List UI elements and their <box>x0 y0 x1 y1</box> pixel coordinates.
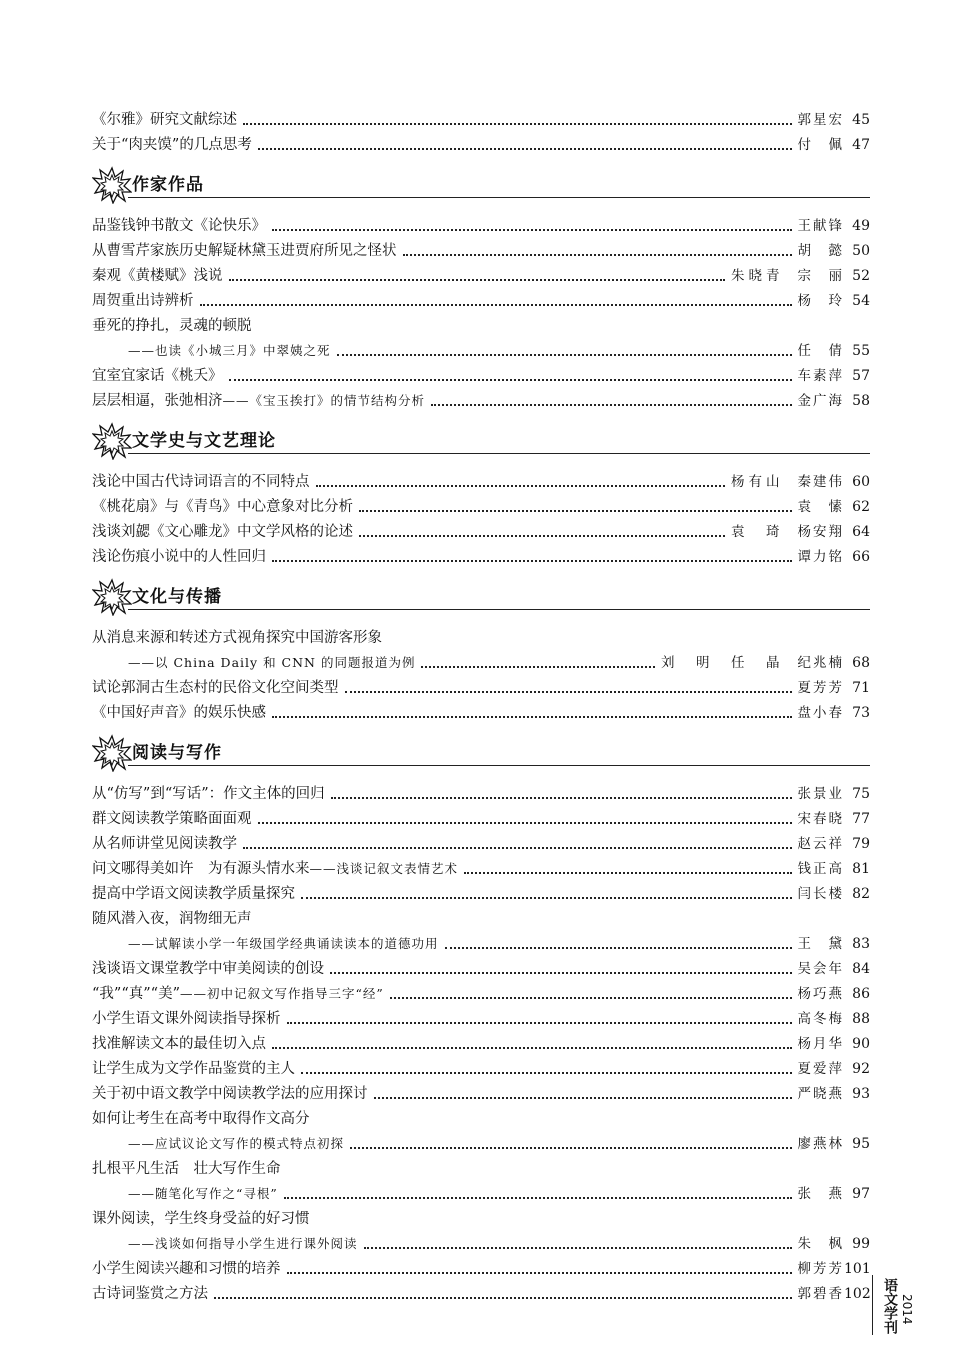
entry-page-number: 75 <box>852 786 870 802</box>
entry-title: 找准解读文本的最佳切入点 <box>92 1036 266 1052</box>
entry-author: 宗 丽 <box>797 268 844 284</box>
entry-page-number: 101 <box>844 1261 871 1277</box>
dot-leader <box>464 872 791 874</box>
toc-entry <box>92 1032 870 1057</box>
entry-title-group <box>92 1107 310 1132</box>
entry-page-number: 50 <box>852 243 870 259</box>
entry-title: 宜室宜家话《桃夭》 <box>92 368 223 384</box>
entry-title-group <box>92 1007 281 1032</box>
entry-page-number: 62 <box>852 499 870 515</box>
entry-title-group <box>92 701 266 726</box>
dot-leader <box>258 822 792 824</box>
dot-leader <box>287 1272 792 1274</box>
entry-title-group <box>128 1231 358 1257</box>
entry-title: 关于初中语文教学中阅读教学法的应用探讨 <box>92 1086 368 1102</box>
starburst-icon <box>92 578 132 616</box>
entry-title-group <box>92 214 266 239</box>
toc-entry <box>92 832 870 857</box>
entry-title: 扎根平凡生活 壮大写作生命 <box>92 1161 281 1177</box>
entry-title: 浅论伤痕小说中的人性回归 <box>92 549 266 565</box>
entry-page-number: 88 <box>852 1011 870 1027</box>
entry-author: 宋春晓 <box>797 811 844 827</box>
journal-year: 2014 <box>900 1294 914 1325</box>
entry-title: 关于“肉夹馍”的几点思考 <box>92 137 252 153</box>
toc-entry <box>92 1132 870 1157</box>
dot-leader <box>287 1022 792 1024</box>
entry-author: 闫长楼 <box>797 886 844 902</box>
entry-title: 随风潜入夜，润物细无声 <box>92 911 252 927</box>
dot-leader <box>301 1072 792 1074</box>
dot-leader <box>272 560 792 562</box>
entry-title: 《尔雅》研究文献综述 <box>92 112 237 128</box>
journal-name: 语文学刊 <box>882 1278 898 1334</box>
dot-leader <box>345 691 792 693</box>
entry-title: 浅论中国古代诗词语言的不同特点 <box>92 474 310 490</box>
entry-page-number: 95 <box>852 1136 870 1152</box>
entry-page-number: 54 <box>852 293 870 309</box>
entry-author: 车素萍 <box>797 368 844 384</box>
entry-title: 周贺重出诗辨析 <box>92 293 194 309</box>
dot-leader <box>364 1247 792 1249</box>
toc-entry <box>92 108 870 133</box>
entry-title: 小学生阅读兴趣和习惯的培养 <box>92 1261 281 1277</box>
entry-title-group <box>92 832 237 857</box>
entry-page-number: 83 <box>852 936 870 952</box>
toc-entry <box>92 364 870 389</box>
entry-subtitle: ——随笔化写作之“寻根” <box>128 1186 278 1201</box>
entry-subtitle: ——《宝玉挨打》的情节结构分析 <box>222 393 426 408</box>
entry-title: 垂死的挣扎，灵魂的顿脱 <box>92 318 252 334</box>
dot-leader <box>243 123 792 125</box>
entry-title: 小学生语文课外阅读指导探析 <box>92 1011 281 1027</box>
table-of-contents <box>92 108 870 1307</box>
toc-entry <box>92 389 870 414</box>
entry-author: 郭碧香 <box>797 1286 844 1302</box>
starburst-icon <box>92 734 132 772</box>
toc-entry <box>92 1232 870 1257</box>
entry-author: 金广海 <box>797 393 844 409</box>
entry-title: 层层相逼，张弛相济 <box>92 393 223 409</box>
dot-leader <box>390 997 792 999</box>
entry-title-group <box>92 907 252 932</box>
dot-leader <box>316 485 726 487</box>
entry-author: 袁 愫 <box>797 499 844 515</box>
dot-leader <box>258 148 792 150</box>
entry-title-group <box>92 1082 368 1107</box>
entry-title: 试论郭洞古生态村的民俗文化空间类型 <box>92 680 339 696</box>
entry-title-group <box>128 1131 344 1157</box>
entry-title-group <box>92 264 223 289</box>
entry-page-number: 84 <box>852 961 870 977</box>
dot-leader <box>359 535 725 537</box>
entry-title-group <box>92 981 384 1007</box>
toc-entry <box>92 957 870 982</box>
entry-author: 赵云祥 <box>797 836 844 852</box>
entry-page-number: 47 <box>852 137 870 153</box>
dot-leader <box>350 1147 791 1149</box>
toc-entry <box>92 907 870 932</box>
entry-author: 廖燕林 <box>797 1136 844 1152</box>
entry-title-group <box>92 289 194 314</box>
entry-author: 谭力铭 <box>797 549 844 565</box>
entry-title: 如何让考生在高考中取得作文高分 <box>92 1111 310 1127</box>
entry-author: 钱正高 <box>797 861 844 877</box>
entry-page-number: 93 <box>852 1086 870 1102</box>
dot-leader <box>243 847 792 849</box>
dot-leader <box>272 716 792 718</box>
dot-leader <box>214 1297 792 1299</box>
toc-entry <box>92 339 870 364</box>
entry-title-group <box>92 1282 208 1307</box>
entry-page-number: 71 <box>852 680 870 696</box>
entry-title-group <box>92 364 223 389</box>
entry-author: 纪兆楠 <box>797 655 844 671</box>
entry-page-number: 52 <box>852 268 870 284</box>
entry-subtitle: ——浅谈如何指导小学生进行课外阅读 <box>128 1236 358 1251</box>
entry-page-number: 60 <box>852 474 870 490</box>
entry-author: 严晓燕 <box>797 1086 844 1102</box>
starburst-icon <box>92 422 132 460</box>
entry-author: 秦建伟 <box>797 474 844 490</box>
entry-title-group <box>92 133 252 158</box>
entry-author: 胡 懿 <box>797 243 844 259</box>
entry-author: 吴会年 <box>797 961 844 977</box>
entry-author: 高冬梅 <box>797 1011 844 1027</box>
entry-title-group <box>92 676 339 701</box>
entry-page-number: 79 <box>852 836 870 852</box>
toc-entry <box>92 782 870 807</box>
entry-author: 张 燕 <box>797 1186 844 1202</box>
entry-title: 从名师讲堂见阅读教学 <box>92 836 237 852</box>
toc-entry <box>92 857 870 882</box>
entry-title-group <box>92 882 295 907</box>
entry-title: 浅谈刘勰《文心雕龙》中文学风格的论述 <box>92 524 353 540</box>
entry-title-group <box>128 338 331 364</box>
entry-title-group <box>92 239 397 264</box>
dot-leader <box>229 279 726 281</box>
dot-leader <box>200 304 792 306</box>
entry-page-number: 73 <box>852 705 870 721</box>
entry-title-group <box>92 957 324 982</box>
entry-author: 柳芳芳 <box>797 1261 844 1277</box>
entry-title: 群文阅读教学策略面面观 <box>92 811 252 827</box>
entry-author: 任 倩 <box>797 343 844 359</box>
toc-entry <box>92 1282 870 1307</box>
entry-subtitle: ——浅谈记叙文表情艺术 <box>309 861 459 876</box>
entry-page-number: 97 <box>852 1186 870 1202</box>
entry-author: 郭星宏 <box>797 112 844 128</box>
entry-page-number: 90 <box>852 1036 870 1052</box>
entry-page-number: 102 <box>844 1286 871 1302</box>
entry-title: 从消息来源和转述方式视角探究中国游客形象 <box>92 630 382 646</box>
entry-title: 提高中学语文阅读教学质量探究 <box>92 886 295 902</box>
entry-page-number: 86 <box>852 986 870 1002</box>
entry-page-number: 82 <box>852 886 870 902</box>
entry-title-group <box>92 1032 266 1057</box>
entry-subtitle: ——也读《小城三月》中翠姨之死 <box>128 343 331 358</box>
entry-subtitle: ——应试议论文写作的模式特点初探 <box>128 1136 345 1151</box>
entry-author: 付 佩 <box>797 137 844 153</box>
entry-author: 杨安翔 <box>797 524 844 540</box>
entry-subtitle: ——试解读小学一年级国学经典诵读读本的道德功用 <box>128 936 439 951</box>
dot-leader <box>445 947 792 949</box>
toc-entry <box>92 626 870 651</box>
entry-page-number: 81 <box>852 861 870 877</box>
entry-title-group <box>92 545 266 570</box>
section-title: 阅读与写作 <box>132 743 222 763</box>
entry-author: 杨月华 <box>797 1036 844 1052</box>
entry-title: 品鉴钱钟书散文《论快乐》 <box>92 218 266 234</box>
entry-page-number: 57 <box>852 368 870 384</box>
entry-author: 夏爱萍 <box>797 1061 844 1077</box>
dot-leader <box>421 666 655 668</box>
section-rule <box>128 609 870 610</box>
dot-leader <box>331 797 792 799</box>
toc-entry <box>92 1057 870 1082</box>
dot-leader <box>330 972 792 974</box>
entry-page-number: 45 <box>852 112 870 128</box>
dot-leader <box>301 897 792 899</box>
entry-title-group <box>92 807 252 832</box>
toc-entry <box>92 1207 870 1232</box>
entry-page-number: 58 <box>852 393 870 409</box>
entry-page-number: 55 <box>852 343 870 359</box>
dot-leader <box>284 1197 792 1199</box>
dot-leader <box>337 354 792 356</box>
entry-title-group <box>92 1257 281 1282</box>
toc-entry <box>92 807 870 832</box>
entry-page-number: 68 <box>852 655 870 671</box>
section-title: 文学史与文艺理论 <box>132 431 276 451</box>
entry-title: 浅谈语文课堂教学中审美阅读的创设 <box>92 961 324 977</box>
toc-entry <box>92 882 870 907</box>
entry-page-number: 99 <box>852 1236 870 1252</box>
entry-coauthor: 杨有山 <box>731 474 784 490</box>
dot-leader <box>403 254 792 256</box>
toc-entry <box>92 314 870 339</box>
toc-entry <box>92 1157 870 1182</box>
entry-title: 从“仿写”到“写话”：作文主体的回归 <box>92 786 325 802</box>
toc-entry <box>92 932 870 957</box>
entry-title-group <box>92 1057 295 1082</box>
entry-title: 古诗词鉴赏之方法 <box>92 1286 208 1302</box>
entry-title-group <box>92 470 310 495</box>
entry-subtitle: ——以 China Daily 和 CNN 的同题报道为例 <box>128 655 416 670</box>
entry-title: 课外阅读，学生终身受益的好习惯 <box>92 1211 310 1227</box>
entry-title: 《桃花扇》与《青鸟》中心意象对比分析 <box>92 499 353 515</box>
section-header <box>92 572 870 622</box>
entry-title-group <box>92 314 252 339</box>
entry-coauthor: 袁 琦 <box>731 524 784 540</box>
section-title: 文化与传播 <box>132 587 222 607</box>
entry-title-group <box>128 931 439 957</box>
entry-title: “我”“真”“美” <box>92 986 180 1002</box>
toc-entry <box>92 651 870 676</box>
toc-entry <box>92 1107 870 1132</box>
entry-author: 王 黛 <box>797 936 844 952</box>
toc-entry <box>92 545 870 570</box>
entry-page-number: 77 <box>852 811 870 827</box>
section-header <box>92 160 870 210</box>
toc-entry <box>92 470 870 495</box>
entry-title: 从曹雪芹家族历史解疑林黛玉进贾府所见之怪状 <box>92 243 397 259</box>
entry-title-group <box>92 626 382 651</box>
entry-coauthor: 朱晓青 <box>731 268 784 284</box>
section-header <box>92 416 870 466</box>
toc-entry <box>92 982 870 1007</box>
entry-title-group <box>128 1181 278 1207</box>
entry-title-group <box>92 108 237 133</box>
section-rule <box>128 453 870 454</box>
toc-entry <box>92 520 870 545</box>
toc-entry <box>92 289 870 314</box>
toc-entry <box>92 676 870 701</box>
toc-entry <box>92 264 870 289</box>
entry-title-group <box>128 650 415 676</box>
entry-author: 夏芳芳 <box>797 680 844 696</box>
entry-title-group <box>92 782 325 807</box>
section-rule <box>128 765 870 766</box>
entry-author: 朱 枫 <box>797 1236 844 1252</box>
entry-page-number: 64 <box>852 524 870 540</box>
entry-coauthor: 刘 明 任 晶 <box>661 655 784 671</box>
entry-page-number: 92 <box>852 1061 870 1077</box>
entry-title-group <box>92 520 353 545</box>
toc-entry <box>92 701 870 726</box>
toc-entry <box>92 495 870 520</box>
entry-subtitle: ——初中记叙文写作指导三字“经” <box>179 986 384 1001</box>
section-title: 作家作品 <box>132 175 204 195</box>
dot-leader <box>374 1097 792 1099</box>
dot-leader <box>359 510 792 512</box>
toc-entry <box>92 1007 870 1032</box>
entry-author: 张景业 <box>797 786 844 802</box>
entry-title: 让学生成为文学作品鉴赏的主人 <box>92 1061 295 1077</box>
toc-entry <box>92 239 870 264</box>
entry-page-number: 66 <box>852 549 870 565</box>
toc-entry <box>92 214 870 239</box>
entry-author: 杨 玲 <box>797 293 844 309</box>
dot-leader <box>431 404 791 406</box>
section-header <box>92 728 870 778</box>
toc-entry <box>92 133 870 158</box>
entry-title: 问文哪得美如许 为有源头情水来 <box>92 861 310 877</box>
toc-entry <box>92 1257 870 1282</box>
toc-entry <box>92 1182 870 1207</box>
entry-title: 秦观《黄楼赋》浅说 <box>92 268 223 284</box>
dot-leader <box>272 229 792 231</box>
entry-title-group <box>92 495 353 520</box>
entry-author: 王献锋 <box>797 218 844 234</box>
toc-entry <box>92 1082 870 1107</box>
entry-title: 《中国好声音》的娱乐快感 <box>92 705 266 721</box>
dot-leader <box>229 379 792 381</box>
entry-page-number: 49 <box>852 218 870 234</box>
starburst-icon <box>92 166 132 204</box>
entry-title-group <box>92 388 425 414</box>
entry-author: 杨巧燕 <box>797 986 844 1002</box>
entry-author: 盘小春 <box>797 705 844 721</box>
entry-title-group <box>92 856 458 882</box>
section-rule <box>128 197 870 198</box>
dot-leader <box>272 1047 792 1049</box>
entry-title-group <box>92 1157 281 1182</box>
entry-title-group <box>92 1207 310 1232</box>
